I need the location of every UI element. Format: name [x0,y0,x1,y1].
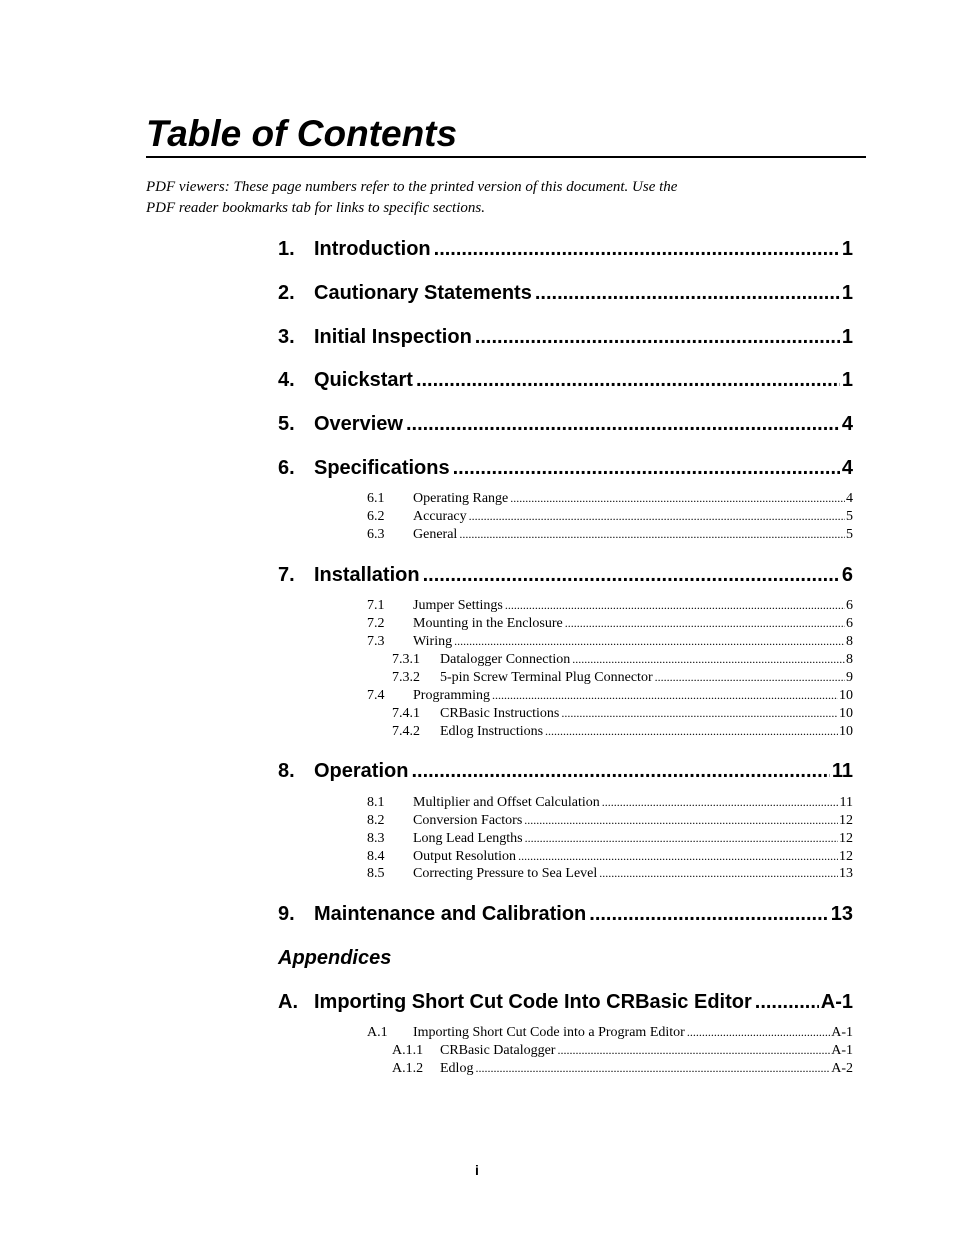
page-title: Table of Contents [146,113,458,154]
toc-entry-overview[interactable] [278,411,853,437]
toc-entry-label: General [413,527,458,542]
toc-entry-number: 8. [278,760,295,782]
toc-entry-label: Edlog [440,1061,474,1076]
toc-entry-label: Multiplier and Offset Calculation [413,795,600,810]
toc-entry-label: Jumper Settings [413,598,503,613]
toc-entry-label: Mounting in the Enclosure [413,616,563,631]
dot-leader [561,704,838,722]
toc-entry-page: 1 [841,282,853,304]
dot-leader [565,614,845,632]
toc-entry-page: 5 [846,509,853,524]
dot-leader [535,280,840,306]
toc-entry-edlog[interactable] [392,1059,853,1078]
dot-leader [416,367,840,393]
toc-entry-crbasic-instructions[interactable] [392,704,853,723]
dot-leader [687,1023,830,1041]
dot-leader [434,236,840,262]
dot-leader [411,758,829,784]
toc-entry-operation[interactable] [278,758,853,784]
toc-entry-quickstart[interactable] [278,367,853,393]
toc-entry-label: Introduction [314,238,431,260]
toc-entry-label: Initial Inspection [314,326,472,348]
toc-entry-number: 9. [278,903,295,925]
toc-entry-label: Operation [314,760,409,782]
toc-entry-page: 1 [841,369,853,391]
dot-leader [469,507,845,525]
toc-entry-number: 7.3.2 [392,670,420,685]
dot-leader [518,847,838,865]
toc-entry-label: Accuracy [413,509,467,524]
toc-entry-number: 7.4 [367,688,385,703]
note-line-2: PDF reader bookmarks tab for links to specific sections. [146,200,485,216]
toc-entry-page: 6 [846,598,853,613]
toc-entry-label: Importing Short Cut Code Into CRBasic Editor [314,991,752,1013]
dot-leader [459,525,845,543]
toc-entry-page: 4 [841,457,853,479]
toc-entry-page: 12 [839,813,853,828]
toc-entry-page: A-1 [831,1025,853,1040]
toc-entry-number: 7. [278,564,295,586]
toc-entry-label: Datalogger Connection [440,652,571,667]
toc-entry-programming[interactable] [367,686,853,705]
page-number-footer: i [475,1162,479,1178]
toc-entry-page: A-2 [831,1061,853,1076]
toc-entry-page: 12 [839,831,853,846]
dot-leader [557,1041,830,1059]
toc-entry-long-lead-lengths[interactable] [367,829,853,848]
dot-leader [505,596,845,614]
toc-entry-importing-short-cut[interactable] [367,1023,853,1042]
toc-entry-page: 6 [841,564,853,586]
dot-leader [602,793,839,811]
toc-entry-number: 4. [278,369,295,391]
toc-entry-page: 4 [841,413,853,435]
dot-leader [655,668,845,686]
toc-entry-page: 12 [839,849,853,864]
toc-entry-label: CRBasic Datalogger [440,1043,556,1058]
toc-entry-number: 6.3 [367,527,385,542]
toc-entry-maintenance-calibration[interactable] [278,901,853,927]
dot-leader [423,562,840,588]
toc-entry-mounting[interactable] [367,614,853,633]
toc-entry-label: Long Lead Lengths [413,831,523,846]
toc-entry-number: 7.1 [367,598,385,613]
toc-entry-specifications[interactable] [278,455,853,481]
dot-leader [755,989,819,1015]
toc-entry-page: 10 [839,724,853,739]
dot-leader [572,650,845,668]
toc-entry-number: 6.1 [367,491,385,506]
toc-entry-number: A.1.1 [392,1043,424,1058]
toc-entry-label: Operating Range [413,491,509,506]
toc-entry-number: 6. [278,457,295,479]
toc-entry-label: Installation [314,564,420,586]
toc-entry-accuracy[interactable] [367,507,853,526]
dot-leader [510,489,845,507]
toc-entry-label: 5-pin Screw Terminal Plug Connector [440,670,653,685]
dot-leader [453,455,840,481]
dot-leader [406,411,840,437]
toc-entry-number: 7.3.1 [392,652,420,667]
toc-entry-number: 5. [278,413,295,435]
toc-entry-installation[interactable] [278,562,853,588]
toc-entry-label: Conversion Factors [413,813,523,828]
toc-entry-sea-level[interactable] [367,864,853,883]
dot-leader [454,632,845,650]
toc-entry-label: Correcting Pressure to Sea Level [413,866,598,881]
toc-entry-wiring[interactable] [367,632,853,651]
toc-entry-number: 2. [278,282,295,304]
toc-entry-page: 1 [841,326,853,348]
toc-entry-jumper-settings[interactable] [367,596,853,615]
toc-entry-number: 7.2 [367,616,385,631]
toc-entry-number: 7.4.1 [392,706,420,721]
toc-entry-number: 3. [278,326,295,348]
dot-leader [525,829,838,847]
toc-entry-label: Overview [314,413,403,435]
toc-entry-page: 8 [846,634,853,649]
toc-entry-number: A.1 [367,1025,388,1040]
toc-entry-label: CRBasic Instructions [440,706,560,721]
toc-entry-page: 10 [839,706,853,721]
toc-entry-number: A.1.2 [392,1061,424,1076]
toc-entry-label: Quickstart [314,369,413,391]
toc-entry-label: Edlog Instructions [440,724,544,739]
toc-entry-general[interactable] [367,525,853,544]
toc-entry-page: 4 [846,491,853,506]
toc-entry-label: Specifications [314,457,450,479]
toc-entry-cautionary-statements[interactable] [278,280,853,306]
dot-leader [524,811,838,829]
dot-leader [492,686,838,704]
appendices-heading: Appendices [278,947,392,969]
toc-entry-number: 6.2 [367,509,385,524]
toc-entry-page: 8 [846,652,853,667]
dot-leader [475,324,840,350]
toc-entry-datalogger-connection[interactable] [392,650,853,669]
toc-entry-page: A-1 [831,1043,853,1058]
toc-entry-crbasic-datalogger[interactable] [392,1041,853,1060]
toc-entry-page: 6 [846,616,853,631]
toc-entry-label: Programming [413,688,490,703]
title-divider [146,156,866,158]
dot-leader [475,1059,830,1077]
toc-entry-label: Importing Short Cut Code into a Program Editor [413,1025,685,1040]
toc-entry-number: 7.3 [367,634,385,649]
toc-entry-label: Wiring [413,634,453,649]
toc-entry-page: 13 [830,903,853,925]
toc-entry-number: 8.5 [367,866,385,881]
toc-entry-edlog-instructions[interactable] [392,722,853,741]
toc-entry-page: 13 [839,866,853,881]
toc-entry-page: 9 [846,670,853,685]
toc-entry-page: 10 [839,688,853,703]
toc-entry-page: 5 [846,527,853,542]
toc-entry-number: A. [278,991,298,1013]
toc-entry-screw-terminal[interactable] [392,668,853,687]
toc-entry-page: 1 [841,238,853,260]
toc-entry-number: 1. [278,238,295,260]
toc-entry-introduction[interactable] [278,236,853,262]
dot-leader [599,864,838,882]
toc-entry-page: A-1 [820,991,853,1013]
toc-entry-conversion-factors[interactable] [367,811,853,830]
toc-entry-label: Output Resolution [413,849,517,864]
toc-entry-number: 8.3 [367,831,385,846]
toc-entry-label: Maintenance and Calibration [314,903,587,925]
toc-entry-page: 11 [839,795,853,810]
toc-entry-page: 11 [831,760,853,782]
dot-leader [545,722,838,740]
dot-leader [589,901,828,927]
toc-entry-number: 8.4 [367,849,385,864]
pdf-viewer-note [146,177,826,219]
toc-entry-number: 7.4.2 [392,724,420,739]
toc-entry-appendix-a[interactable] [278,989,853,1015]
note-line-1: PDF viewers: These page numbers refer to the printed version of this document. Use the [146,179,678,195]
toc-entry-number: 8.1 [367,795,385,810]
toc-entry-multiplier-offset[interactable] [367,793,853,812]
toc-entry-initial-inspection[interactable] [278,324,853,350]
toc-entry-operating-range[interactable] [367,489,853,508]
toc-entry-label: Cautionary Statements [314,282,532,304]
toc-entry-number: 8.2 [367,813,385,828]
